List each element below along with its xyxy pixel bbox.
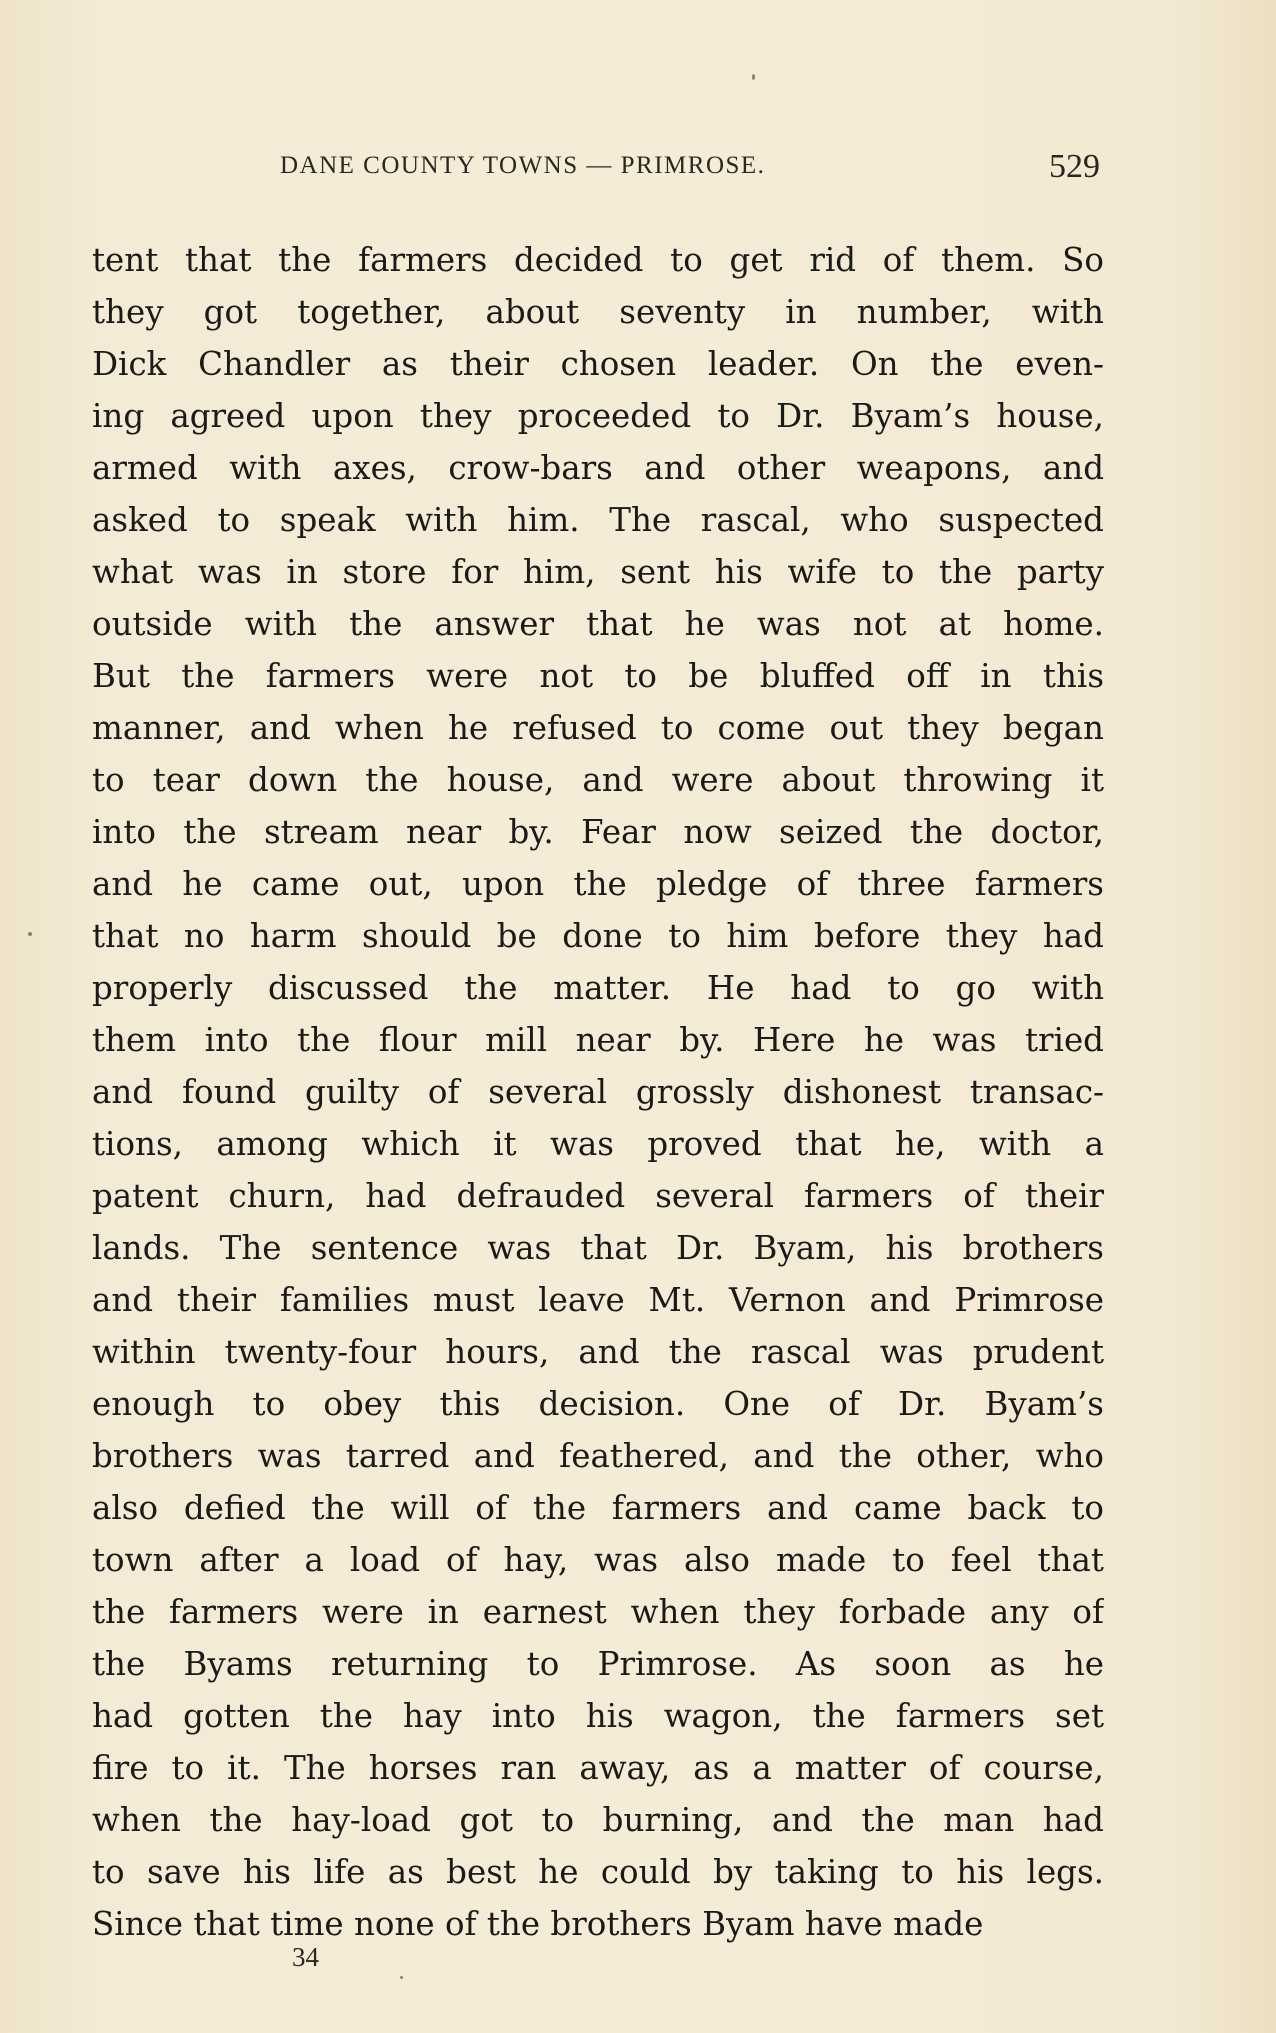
text-line: outside with the answer that he was not at home. [92, 605, 1104, 643]
text-line: and found guilty of several grossly dishonest transac- [92, 1073, 1104, 1111]
page-header [280, 148, 1100, 188]
text-line: had gotten the hay into his wagon, the farmers set [92, 1697, 1104, 1735]
text-line: tions, among which it was proved that he, with a [92, 1125, 1104, 1163]
paper-speck [400, 1976, 403, 1979]
text-line: to save his life as best he could by taking to his legs. [92, 1853, 1104, 1891]
text-line: and he came out, upon the pledge of three farmers [92, 865, 1104, 903]
text-line: when the hay-load got to burning, and the man had [92, 1801, 1104, 1839]
text-line: asked to speak with him. The rascal, who suspected [92, 501, 1104, 539]
text-line: to tear down the house, and were about throwing it [92, 761, 1104, 799]
text-line: ing agreed upon they proceeded to Dr. Byam’s house, [92, 397, 1104, 435]
text-line: Dick Chandler as their chosen leader. On the even- [92, 345, 1104, 383]
paper-speck [752, 74, 755, 80]
text-line: tent that the farmers decided to get rid of them. So [92, 241, 1104, 279]
page-number: 529 [1049, 148, 1100, 185]
text-line: them into the flour mill near by. Here he was tried [92, 1021, 1104, 1059]
text-line: town after a load of hay, was also made to feel that [92, 1541, 1104, 1579]
text-line: within twenty-four hours, and the rascal was prudent [92, 1333, 1104, 1371]
text-line: what was in store for him, sent his wife to the party [92, 553, 1104, 591]
text-line: the Byams returning to Primrose. As soon as he [92, 1645, 1104, 1683]
text-line: patent churn, had defrauded several farmers of their [92, 1177, 1104, 1215]
text-line: fire to it. The horses ran away, as a matter of course, [92, 1749, 1104, 1787]
text-line: brothers was tarred and feathered, and the other, who [92, 1437, 1104, 1475]
text-line: that no harm should be done to him before they had [92, 917, 1104, 955]
text-line: lands. The sentence was that Dr. Byam, his brothers [92, 1229, 1104, 1267]
text-line: they got together, about seventy in number, with [92, 293, 1104, 331]
text-line: and their families must leave Mt. Vernon and Primrose [92, 1281, 1104, 1319]
text-line: armed with axes, crow-bars and other weapons, and [92, 449, 1104, 487]
running-head: DANE COUNTY TOWNS — PRIMROSE. [280, 152, 766, 179]
text-line: But the farmers were not to be bluffed off in this [92, 657, 1104, 695]
signature-mark: 34 [292, 1942, 319, 1972]
text-line: also defied the will of the farmers and came back to [92, 1489, 1104, 1527]
text-line: manner, and when he refused to come out they began [92, 709, 1104, 747]
text-line: the farmers were in earnest when they forbade any of [92, 1593, 1104, 1631]
body-text [92, 234, 1104, 1950]
text-line: Since that time none of the brothers Byam have made [92, 1905, 984, 1943]
text-line: into the stream near by. Fear now seized the doctor, [92, 813, 1104, 851]
text-line: properly discussed the matter. He had to go with [92, 969, 1104, 1007]
text-line: enough to obey this decision. One of Dr. Byam’s [92, 1385, 1104, 1423]
paper-speck [28, 932, 32, 936]
